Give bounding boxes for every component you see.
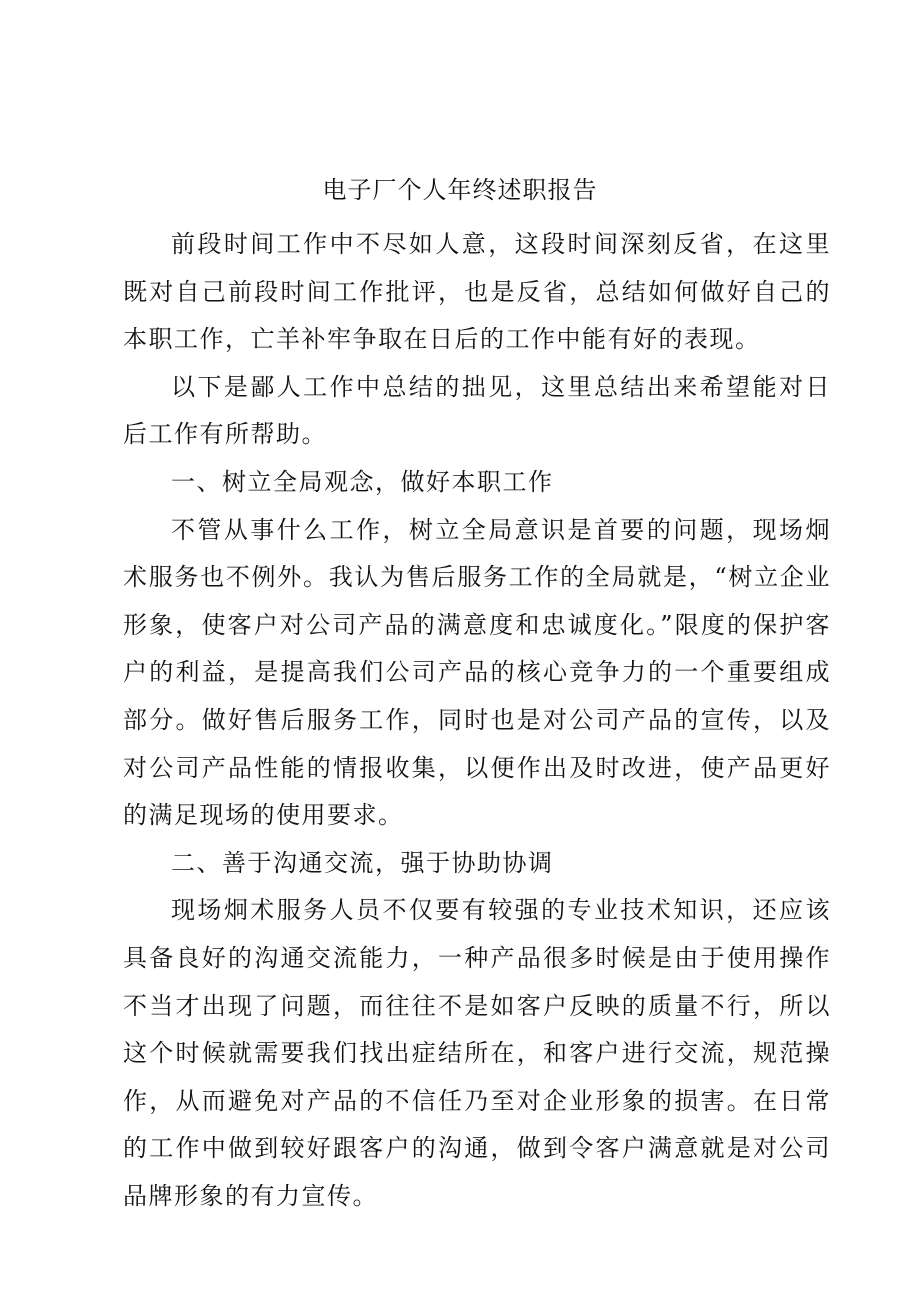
paragraph-intro: 前段时间工作中不尽如人意，这段时间深刻反省，在这里既对自己前段时间工作批评，也是反省，总结如何做好自己的本职工作，亡羊补牢争取在日后的工作中能有好的表现。 [123, 230, 831, 354]
paragraph-section-1: 不管从事什么工作，树立全局意识是首要的问题，现场炯术服务也不例外。我认为售后服务工作的全局就是，“树立企业形象，使客户对公司产品的满意度和忠诚度化。”限度的保护客户的利益，是提高我们公司产品的核心竞争力的一个重要组成部分。做好售后服务工作，同时也是对公司产品的宣传，以及对公司产品性能的情报收集，以便作出及时改进，使产品更好的满足现场的使用要求。 [123, 515, 831, 830]
section-heading-2: 二、善于沟通交流，强于协助协调 [171, 848, 554, 877]
section-heading-1: 一、树立全局观念，做好本职工作 [171, 467, 554, 496]
paragraph-preface: 以下是鄙人工作中总结的拙见，这里总结出来希望能对日后工作有所帮助。 [123, 372, 831, 449]
document-body [123, 221, 831, 1220]
document-title: 电子厂个人年终述职报告 [322, 176, 598, 204]
paragraph-section-2: 现场炯术服务人员不仅要有较强的专业技术知识，还应该具备良好的沟通交流能力，一种产品很多时候是由于使用操作不当才出现了问题，而往往不是如客户反映的质量不行，所以这个时候就需要我们找出症结所在，和客户进行交流，规范操作，从而避免对产品的不信任乃至对企业形象的损害。在日常的工作中做到较好跟客户的沟通，做到令客户满意就是对公司品牌形象的有力宣传。 [123, 896, 831, 1210]
